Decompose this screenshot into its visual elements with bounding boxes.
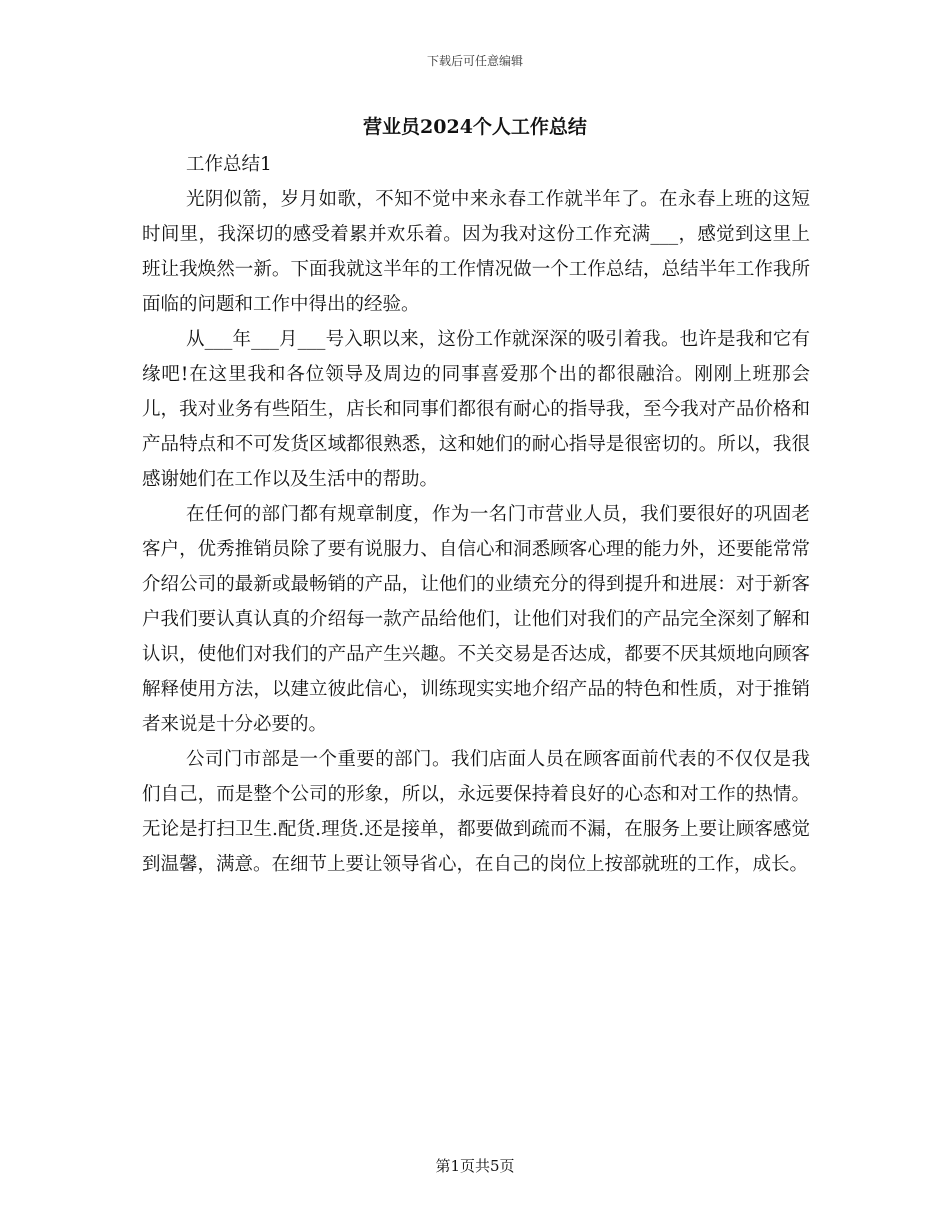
page-number: 第1页共5页 <box>435 1157 515 1175</box>
document-body <box>142 147 810 882</box>
paragraph-2: 从___年___月___号入职以来，这份工作就深深的吸引着我。也许是我和它有缘吧!在这里我和各位领导及周边的同事喜爱那个出的都很融洽。刚刚上班那会儿，我对业务有些陌生，店长和同事们都很有耐心的指导我，至今我对产品价格和产品特点和不可发货区域都很熟悉，这和她们的耐心指导是很密切的。所以，我很感谢她们在工作以及生活中的帮助。 <box>142 329 810 490</box>
document-title: 营业员2024个人工作总结 <box>363 116 587 138</box>
paragraph-3: 在任何的部门都有规章制度，作为一名门市营业人员，我们要很好的巩固老客户，优秀推销员除了要有说服力、自信心和洞悉顾客心理的能力外，还要能常常介绍公司的最新或最畅销的产品，让他们的业绩充分的得到提升和进展：对于新客户我们要认真认真的介绍每一款产品给他们，让他们对我们的产品完全深刻了解和认识，使他们对我们的产品产生兴趣。不关交易是否达成，都要不厌其烦地向顾客解释使用方法，以建立彼此信心，训练现实实地介绍产品的特色和性质，对于推销者来说是十分必要的。 <box>142 504 810 735</box>
paragraph-1: 光阴似箭，岁月如歌，不知不觉中来永春工作就半年了。在永春上班的这短时间里，我深切的感受着累并欢乐着。因为我对这份工作充满___，感觉到这里上班让我焕然一新。下面我就这半年的工作情况做一个工作总结，总结半年工作我所面临的问题和工作中得出的经验。 <box>142 189 810 315</box>
page-header-note: 下载后可任意编辑 <box>426 54 523 68</box>
paragraph-4: 公司门市部是一个重要的部门。我们店面人员在顾客面前代表的不仅仅是我们自己，而是整个公司的形象，所以，永远要保持着良好的心态和对工作的热情。无论是打扫卫生.配货.理货.还是接单，都要做到疏而不漏，在服务上要让顾客感觉到温馨，满意。在细节上要让领导省心，在自己的岗位上按部就班的工作，成长。 <box>142 749 810 875</box>
section-subheading: 工作总结1 <box>186 154 272 175</box>
